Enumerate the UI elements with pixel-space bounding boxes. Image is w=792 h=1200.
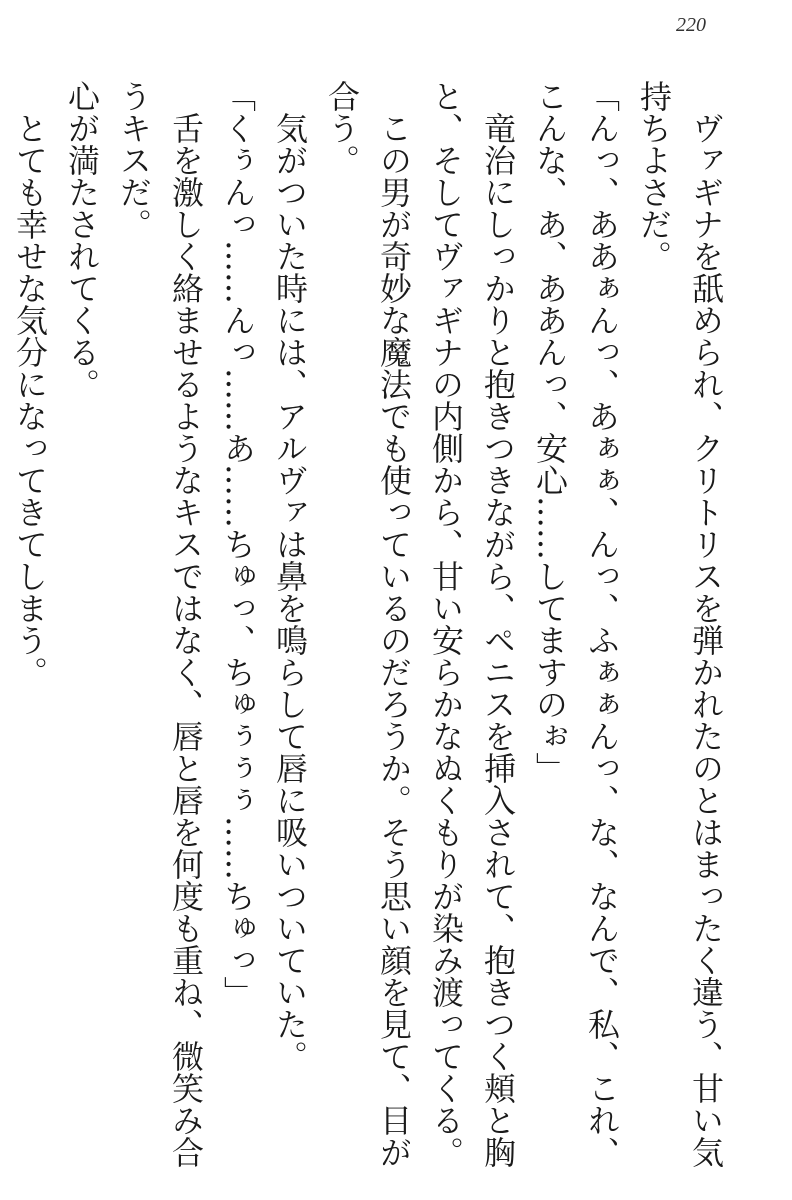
paragraph: ヴァギナを舐められ、クリトリスを弾かれたのとはまったく違う、甘い気持ちよさだ。 [635, 80, 725, 1168]
paragraph: 竜治にしっかりと抱きつきながら、ペニスを挿入されて、抱きつく頬と胸と、そしてヴァギナの内側から、甘い安らかなぬくもりが染み渡ってくる。 [427, 80, 517, 1168]
paragraph: 舌を激しく絡ませるようなキスではなく、唇と唇を何度も重ね、微笑み合うキスだ。 [115, 80, 205, 1168]
page-number: 220 [676, 14, 706, 36]
paragraph: 「くぅんっ……んっ……あ……ちゅっ、ちゅぅぅぅ……ちゅっ」 [219, 80, 257, 1008]
paragraph: 「んっ、ああぁんっ、あぁぁ、んっ、ふぁぁんっ、な、なんで、私、これ、こんな、あ、ああんっ、安心……してますのぉ」 [531, 80, 621, 1168]
novel-text-column-block [11, 80, 732, 1170]
paragraph: 心が満たされてくる。 [63, 80, 101, 400]
paragraph: この男が奇妙な魔法でも使っているのだろうか。そう思い顔を見て、目が合う。 [323, 80, 413, 1168]
paragraph [0, 80, 4, 1170]
paragraph: とても幸せな気分になってきてしまう。 [11, 112, 49, 688]
paragraph: 気がついた時には、アルヴァは鼻を鳴らして唇に吸いついていた。 [271, 112, 309, 1072]
